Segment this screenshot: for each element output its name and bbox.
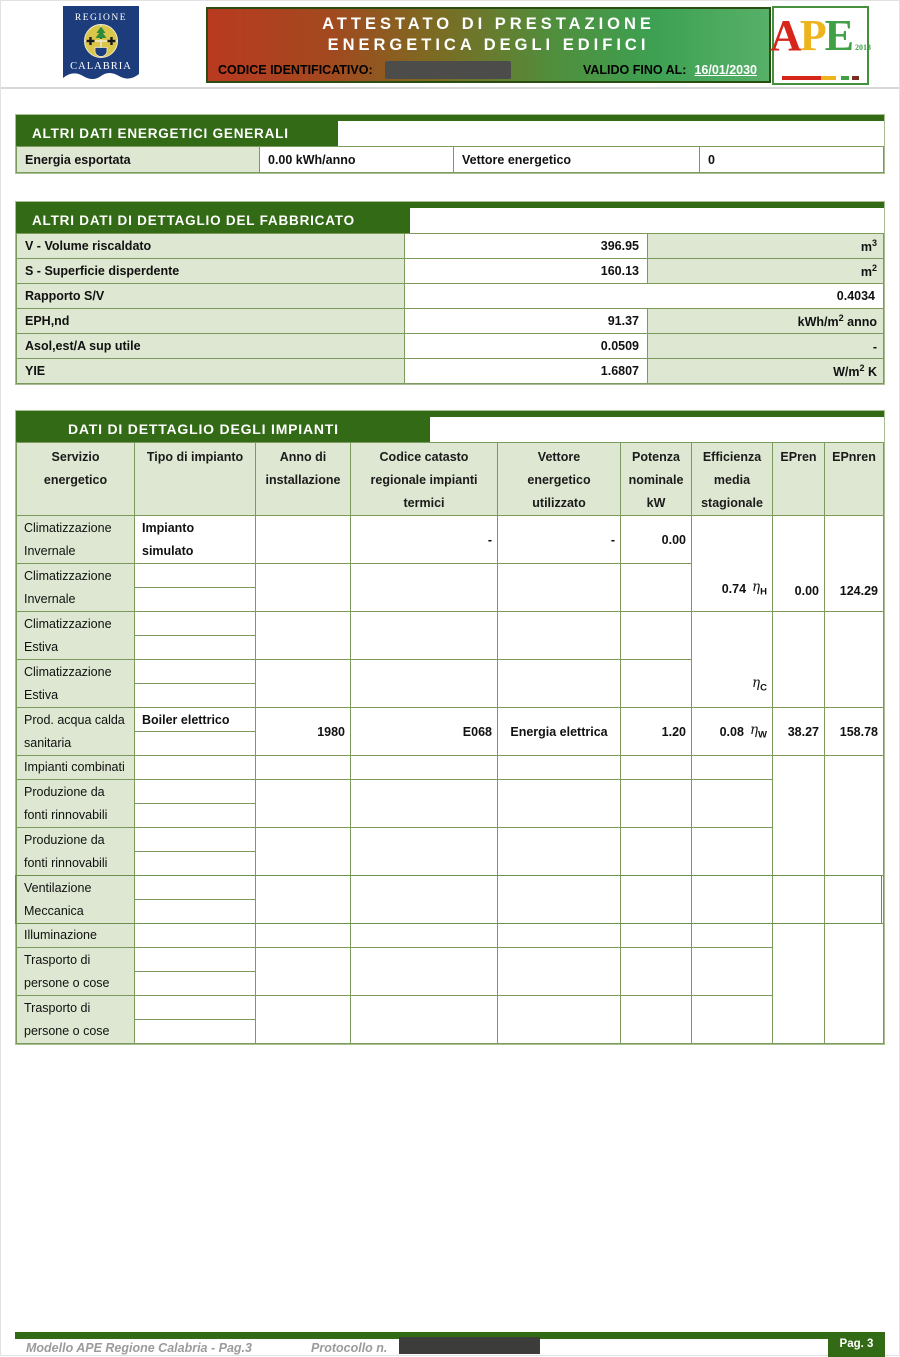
vettore-cell [498,756,621,780]
table-row [17,259,884,284]
col-header-epren: EPren [773,443,825,516]
codice-cell [351,876,498,924]
anno-cell [256,876,351,924]
service-cell: Ventilazione Meccanica [17,876,135,924]
table-row [17,924,884,948]
anno-cell [256,756,351,780]
page-title-line1: ATTESTATO DI PRESTAZIONE [322,15,655,33]
tipo-cell [135,924,256,948]
efficienza-cell [692,948,773,996]
service-cell: Impianti combinati [17,756,135,780]
section-dettaglio-fabbricato [15,201,885,385]
footer-model-label: Modello APE Regione Calabria - Pag.3 [26,1341,252,1355]
potenza-cell [621,948,692,996]
table-row [17,780,884,828]
potenza-cell [621,780,692,828]
ape-letter-e: E [824,11,855,60]
vettore-cell [498,924,621,948]
epren-cell [773,876,825,924]
anno-cell [256,780,351,828]
table-row [17,708,884,756]
value-cell: 0.0509 [405,334,648,359]
anno-cell [256,924,351,948]
codice-cell [351,996,498,1044]
service-cell: Climatizzazione Invernale [17,516,135,564]
codice-cell [351,780,498,828]
potenza-cell: 1.20 [621,708,692,756]
eta-w-symbol: $\eta_W$ [749,722,767,741]
page-footer [1,1332,900,1357]
efficienza-heating-cell [692,516,773,612]
col-header-efficienza: Efficienza media stagionale [692,443,773,516]
col-header-anno: Anno di installazione [256,443,351,516]
codice-cell [351,828,498,876]
label-cell: S - Superficie disperdente [17,259,405,284]
tipo-cell [135,828,256,876]
eta-h-symbol: $\eta_H$ [752,579,767,598]
table-row [17,147,884,173]
efficienza-cell [692,756,773,780]
section-altri-dati-energetici [15,114,885,174]
epren-cell [773,924,825,1044]
col-header-vettore: Vettore energetico utilizzato [498,443,621,516]
col-header-potenza: Potenza nominale kW [621,443,692,516]
value-cell: 1.6807 [405,359,648,384]
label-cell: Asol,est/A sup utile [17,334,405,359]
potenza-cell [621,612,692,660]
codice-cell [351,564,498,612]
efficienza-cooling-cell [692,612,773,708]
epren-cooling-cell [773,612,825,708]
tipo-cell [135,660,256,708]
epren-cell [773,756,825,876]
table-row [17,234,884,259]
tipo-cell [135,948,256,996]
tipo-cell [135,996,256,1044]
col-header-servizio: Servizio energetico [17,443,135,516]
svg-text:REGIONE: REGIONE [74,13,128,23]
codice-cell [351,660,498,708]
unit-text: W/m [833,365,860,380]
service-cell: Trasporto di persone o cose [17,948,135,996]
ape-color-bar [782,76,859,80]
epnren-cell [825,924,884,1044]
efficienza-cell [692,828,773,876]
value-cell: 0.00 kWh/anno [260,147,454,173]
value-cell: 0 [700,147,884,173]
anno-cell [256,948,351,996]
general-data-table [16,146,884,173]
value-cell: 160.13 [405,259,648,284]
eta-c-symbol: $\eta_C$ [752,675,767,694]
col-header-epnren: EPnren [825,443,884,516]
anno-cell [256,996,351,1044]
anno-cell [256,612,351,660]
label-cell: EPH,nd [17,309,405,334]
potenza-cell [621,924,692,948]
col-header-codice: Codice catasto regionale impianti termici [351,443,498,516]
service-cell: Prod. acqua calda sanitaria [17,708,135,756]
codice-cell [351,924,498,948]
page-header [1,1,899,89]
vettore-cell [498,996,621,1044]
unit-text: - [872,340,877,355]
service-cell: Climatizzazione Estiva [17,612,135,660]
tipo-cell [135,780,256,828]
title-banner [206,7,771,83]
page-title-line2: ENERGETICA DEGLI EDIFICI [327,36,650,54]
service-cell: Produzione da fonti rinnovabili [17,780,135,828]
label-cell: V - Volume riscaldato [17,234,405,259]
regione-calabria-logo [61,5,141,85]
unit-cell: $m^3$ [648,234,884,259]
unit-text: kWh/m [797,315,839,330]
value-cell: 91.37 [405,309,648,334]
table-row [17,996,884,1044]
unit-cell: kWh/$m^2$ anno [648,309,884,334]
codice-cell: E068 [351,708,498,756]
codice-identificativo-label: CODICE IDENTIFICATIVO: [218,63,373,77]
epnren-cooling-cell [825,612,884,708]
svg-text:CALABRIA: CALABRIA [70,61,132,72]
col-header-tipo: Tipo di impianto [135,443,256,516]
building-detail-table [16,233,884,384]
tipo-cell [135,612,256,660]
epnren-cell [825,876,884,924]
efficienza-cell [692,780,773,828]
tipo-cell: Boiler elettrico [135,708,256,756]
label-cell: Vettore energetico [454,147,700,173]
section-title: ALTRI DATI DI DETTAGLIO DEL FABBRICATO [16,208,410,233]
unit-cell [648,334,884,359]
efficiency-value: 0.74 [721,581,747,596]
anno-cell [256,660,351,708]
section-dettaglio-impianti [15,410,885,1045]
table-row [17,334,884,359]
epnren-heating-cell: 124.29 [825,516,884,612]
potenza-cell: 0.00 [621,516,692,564]
efficienza-cell [692,996,773,1044]
codice-redacted-box [385,61,511,79]
page-number-badge: Pag. 3 [828,1332,885,1357]
valido-fino-al-label: VALIDO FINO AL: [582,63,687,77]
anno-cell [256,564,351,612]
service-cell: Climatizzazione Invernale [17,564,135,612]
section-title: ALTRI DATI ENERGETICI GENERALI [16,121,338,146]
unit-cell: $W/m^2$ K [648,359,884,384]
vettore-cell [498,828,621,876]
potenza-cell [621,876,692,924]
vettore-cell [498,612,621,660]
efficienza-cell [692,924,773,948]
header-row [17,443,884,516]
ape-logo [769,6,872,85]
unit-text: m [860,265,872,280]
label-cell: Energia esportata [17,147,260,173]
potenza-cell [621,756,692,780]
potenza-cell [621,564,692,612]
epnren-dhw-cell: 158.78 [825,708,884,756]
tipo-cell [135,876,256,924]
efficienza-dhw-cell [692,708,773,756]
tipo-cell [135,564,256,612]
footer-protocol-label: Protocollo n. [311,1341,388,1355]
table-row [17,876,884,924]
valido-date: 16/01/2030 [694,63,757,77]
efficienza-cell [692,876,773,924]
label-cell: YIE [17,359,405,384]
potenza-cell [621,996,692,1044]
potenza-cell [621,828,692,876]
vettore-cell: Energia elettrica [498,708,621,756]
table-row [17,828,884,876]
service-cell: Produzione da fonti rinnovabili [17,828,135,876]
value-cell: 396.95 [405,234,648,259]
codice-cell [351,756,498,780]
table-row [17,948,884,996]
vettore-cell [498,660,621,708]
table-row [17,516,884,564]
epren-dhw-cell: 38.27 [773,708,825,756]
table-row [17,612,884,660]
vettore-cell [498,948,621,996]
service-cell: Illuminazione [17,924,135,948]
tipo-cell: Impianto simulato [135,516,256,564]
tipo-cell [135,756,256,780]
table-row [17,359,884,384]
service-cell: Climatizzazione Estiva [17,660,135,708]
unit-cell: $m^2$ [648,259,884,284]
vettore-cell [498,780,621,828]
systems-detail-table [16,442,884,1044]
table-row [17,309,884,334]
codice-cell [351,612,498,660]
epnren-cell [825,756,884,876]
anno-cell [256,516,351,564]
epren-heating-cell: 0.00 [773,516,825,612]
ape-letter-p: P [799,11,827,60]
codice-cell [351,948,498,996]
section-title: DATI DI DETTAGLIO DEGLI IMPIANTI [16,417,430,442]
value-cell: 0.4034 [405,284,884,309]
label-cell: Rapporto S/V [17,284,405,309]
vettore-cell [498,876,621,924]
ape-letter-a: A [769,11,802,60]
codice-cell: - [351,516,498,564]
protocol-redacted-box [399,1337,540,1354]
potenza-cell [621,660,692,708]
unit-text: m [860,240,872,255]
ape-year: 2013 [855,43,872,52]
anno-cell [256,828,351,876]
service-cell: Trasporto di persone o cose [17,996,135,1044]
efficiency-value: 0.08 [719,724,744,739]
table-row [17,756,884,780]
vettore-cell [498,564,621,612]
table-row [17,284,884,309]
anno-cell: 1980 [256,708,351,756]
vettore-cell: - [498,516,621,564]
